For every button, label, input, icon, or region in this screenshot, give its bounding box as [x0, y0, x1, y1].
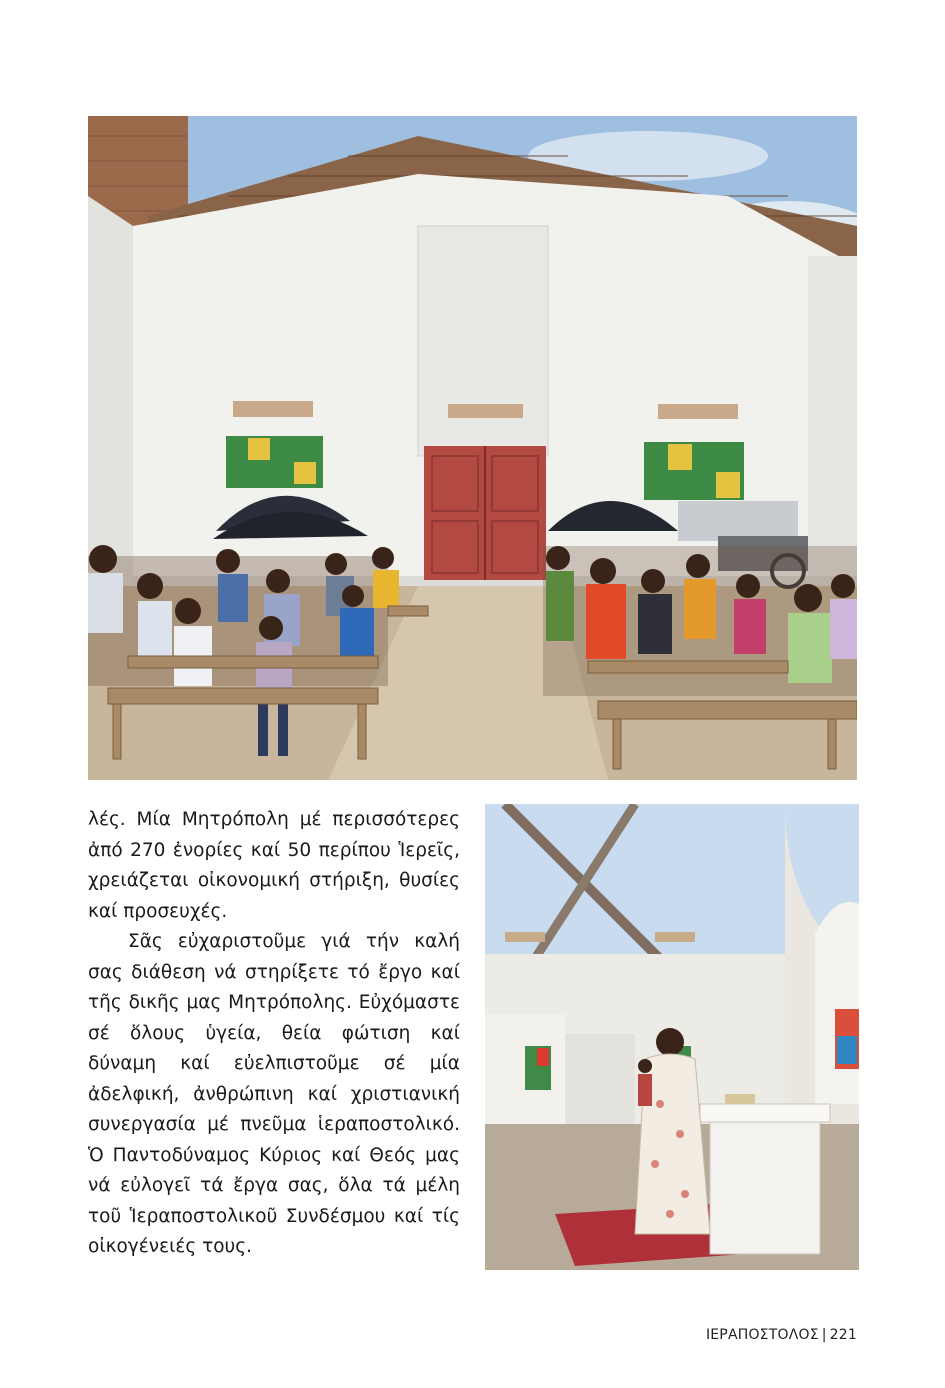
magazine-name: ΙΕΡΑΠΟΣΤΟΛΟΣ — [705, 1327, 819, 1343]
page-footer — [706, 1327, 857, 1343]
article-body — [88, 805, 460, 1263]
footer-separator: | — [821, 1327, 827, 1343]
paragraph-2: Σᾶς εὐχαριστοῦμε γιά τήν καλή σας διάθεση νά στηρίξετε τό ἔργο καί τῆς δικῆς μας Μητρόπολης. Εὐχόμαστε σέ ὅλους ὑγεία, θεία φώτιση καί δύναμη καί εὐελπιστοῦμε σέ μία ἀδελφική, ἀνθρώπινη καί χριστιανική συνεργασία μέ πνεῦμα ἱεραποστολικό. Ὁ Παντοδύναμος Κύριος καί Θεός μας νά εὐλογεῖ τά ἔργα σας, ὅλα τά μέλη τοῦ Ἱεραποστολικοῦ Συνδέσμου καί τίς οἰκογένειές τους. — [88, 931, 460, 1257]
page-number: 221 — [829, 1327, 857, 1343]
priest-altar-photo — [485, 804, 859, 1270]
church-congregation-photo — [88, 116, 857, 780]
paragraph-1: λές. Μία Μητρόπολη μέ περισσότερες ἀπό 270 ἐνορίες καί 50 περίπου Ἱερεῖς, χρειάζεται οἰκονομική στήριξη, θυσίες καί προσευχές. — [88, 809, 460, 922]
